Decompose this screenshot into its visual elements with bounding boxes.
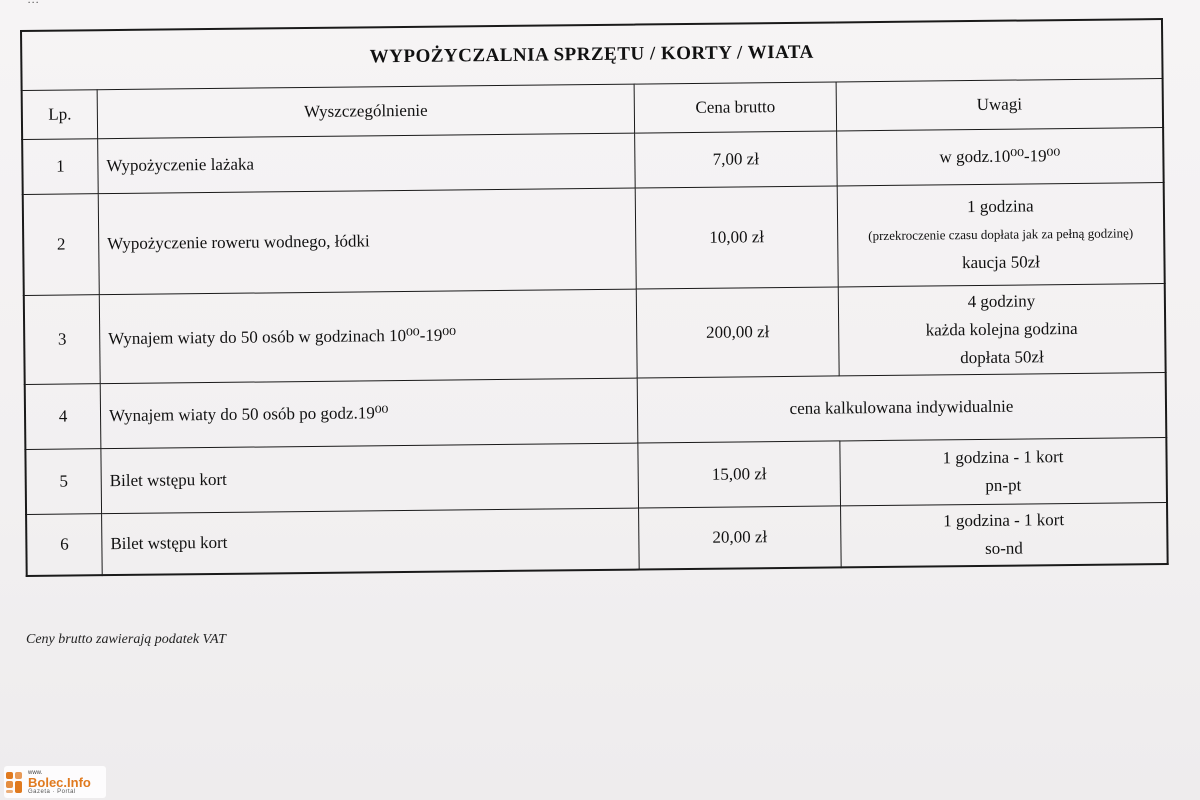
site-logo[interactable]: [4, 766, 106, 798]
header-lp: Lp.: [22, 90, 98, 140]
logo-text: [28, 770, 91, 795]
note-line: 4 godziny: [967, 291, 1036, 312]
row-lp: 6: [26, 514, 102, 576]
cropped-top-text: [28, 0, 39, 7]
row-price: 10,00 zł: [635, 186, 838, 289]
note-line: w godz.10⁰⁰-19⁰⁰: [939, 146, 1061, 167]
row-price: 200,00 zł: [636, 287, 839, 378]
note-line: dopłata 50zł: [960, 347, 1044, 368]
note-line: so-nd: [984, 538, 1023, 558]
row-notes: [837, 183, 1165, 287]
row-price: 15,00 zł: [638, 441, 841, 508]
logo-tagline: Gazeta · Portal: [28, 788, 76, 795]
note-line: 1 godzina - 1 kort: [942, 447, 1064, 468]
note-line: (przekroczenie czasu dopłata jak za pełną godzinę): [868, 225, 1134, 244]
row-notes: [841, 503, 1168, 568]
row-lp: 5: [25, 449, 101, 515]
row-notes: [837, 128, 1164, 186]
logo-mark-icon: [4, 769, 24, 795]
row-lp: 3: [24, 295, 100, 385]
table-row: [23, 183, 1165, 296]
price-table-container: [20, 18, 1169, 577]
header-price: Cena brutto: [634, 82, 837, 133]
header-description: Wyszczególnienie: [97, 84, 634, 139]
row-description: Wynajem wiaty do 50 osób po godz.19⁰⁰: [100, 378, 638, 449]
row-price: 20,00 zł: [639, 506, 842, 570]
table-row: [24, 284, 1166, 385]
price-table: [20, 18, 1169, 577]
table-row: [25, 438, 1167, 515]
table-row: [25, 373, 1167, 450]
note-line: każda kolejna godzina: [925, 318, 1078, 340]
row-description: Wynajem wiaty do 50 osób w godzinach 10⁰⁰-19⁰⁰: [99, 289, 637, 384]
row-price: 7,00 zł: [635, 131, 838, 188]
logo-www: www.: [28, 769, 43, 776]
table-row: [26, 503, 1168, 576]
row-description: Wypożyczenie roweru wodnego, łódki: [98, 188, 636, 295]
row-lp: 2: [23, 194, 100, 296]
header-notes: Uwagi: [836, 79, 1163, 131]
row-notes: [840, 438, 1167, 506]
logo-brand: Bolec.Info: [28, 774, 91, 790]
row-merged-note: cena kalkulowana indywidualnie: [637, 373, 1166, 444]
footnote-vat: Ceny brutto zawierają podatek VAT: [26, 632, 226, 647]
row-lp: 4: [25, 384, 101, 450]
note-line: 1 godzina - 1 kort: [943, 510, 1065, 531]
row-notes: [838, 284, 1165, 376]
table-title: WYPOŻYCZALNIA SPRZĘTU / KORTY / WIATA: [21, 19, 1163, 90]
note-line: pn-pt: [985, 475, 1022, 495]
row-description: Wypożyczenie lażaka: [98, 133, 636, 194]
row-description: Bilet wstępu kort: [102, 508, 640, 575]
row-description: Bilet wstępu kort: [101, 443, 639, 514]
note-line: 1 godzina: [967, 196, 1034, 217]
row-lp: 1: [22, 139, 98, 195]
note-line: kaucja 50zł: [961, 252, 1041, 273]
